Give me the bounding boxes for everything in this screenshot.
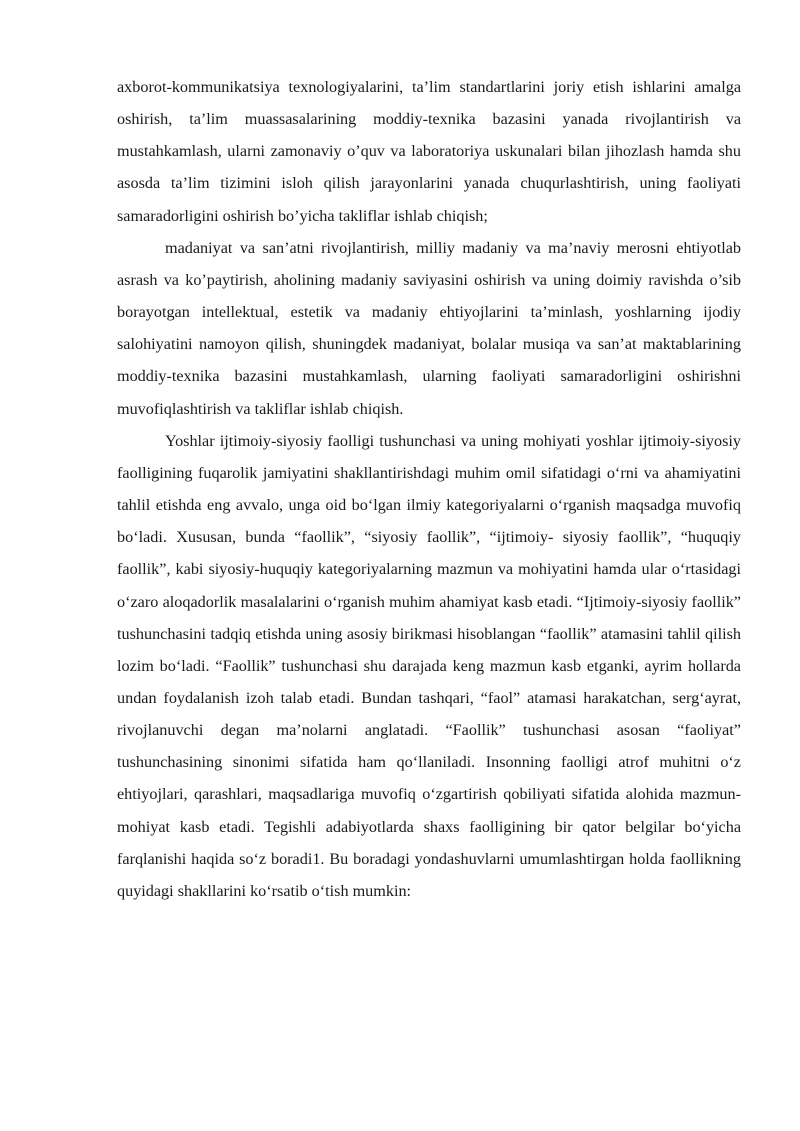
paragraph-youth-activity: Yoshlar ijtimoiy-siyosiy faolligi tushunchasi va uning mohiyati yoshlar ijtimoiy-siyosiy faolligining fuqarolik jamiyatini shakllantirishdagi muhim omil sifatidagi o‘rni va ahamiyatini tahlil etishda eng avvalo, unga oid bo‘lgan ilmiy kategoriyalarni o‘rganish maqsadga muvofiq bo‘ladi. Xususan, bunda “faollik”, “siyosiy faollik”, “ijtimoiy- siyosiy faollik”, “huquqiy faollik”, kabi siyosiy-huquqiy kategoriyalarning mazmun va mohiyatini hamda ular o‘rtasidagi o‘zaro aloqadorlik masalalarini o‘rganish muhim ahamiyat kasb etadi. “Ijtimoiy-siyosiy faollik” tushunchasini tadqiq etishda uning asosiy birikmasi hisoblangan “faollik” atamasini tahlil qilish lozim bo‘ladi. “Faollik” tushunchasi shu darajada keng mazmun kasb etganki, ayrim hollarda undan foydalanish izoh talab etadi. Bundan tashqari, “faol” atamasi harakatchan, serg‘ayrat, rivojlanuvchi degan ma’nolarni anglatadi. “Faollik” tushunchasi asosan “faoliyat” tushunchasining sinonimi sifatida ham qo‘llaniladi. Insonning faolligi atrof muhitni o‘z ehtiyojlari, qarashlari, maqsadlariga muvofiq o‘zgartirish qobiliyati sifatida alohida mazmun-mohiyat kasb etadi. Tegishli adabiyotlarda shaxs faolligining bir qator belgilar bo‘yicha farqlanishi haqida so‘z boradi1. Bu boradagi yondashuvlarni umumlashtirgan holda faollikning quyidagi shakllarini ko‘rsatib o‘tish mumkin:	[117, 431, 741, 900]
paragraph-education-tech: axborot-kommunikatsiya texnologiyalarini, ta’lim standartlarini joriy etish ishlarini amalga oshirish, ta’lim muassasalarining moddiy-texnika bazasini yanada rivojlantirish va mustahkamlash, ularni zamonaviy o’quv va laboratoriya uskunalari bilan jihozlash hamda shu asosda ta’lim tizimini isloh qilish jarayonlarini yanada chuqurlashtirish, uning faoliyati samaradorligini oshirish bo’yicha takliflar ishlab chiqish;	[117, 78, 741, 225]
document-page	[117, 71, 741, 907]
paragraph-culture-arts: madaniyat va san’atni rivojlantirish, milliy madaniy va ma’naviy merosni ehtiyotlab asrash va ko’paytirish, aholining madaniy saviyasini oshirish va uning doimiy ravishda o’sib borayotgan intellektual, estetik va madaniy ehtiyojlarini ta’minlash, yoshlarning ijodiy salohiyatini namoyon qilish, shuningdek madaniyat, bolalar musiqa va san’at maktablarining moddiy-texnika bazasini mustahkamlash, ularning faoliyati samaradorligini oshirishni muvofiqlashtirish va takliflar ishlab chiqish.	[117, 238, 741, 418]
